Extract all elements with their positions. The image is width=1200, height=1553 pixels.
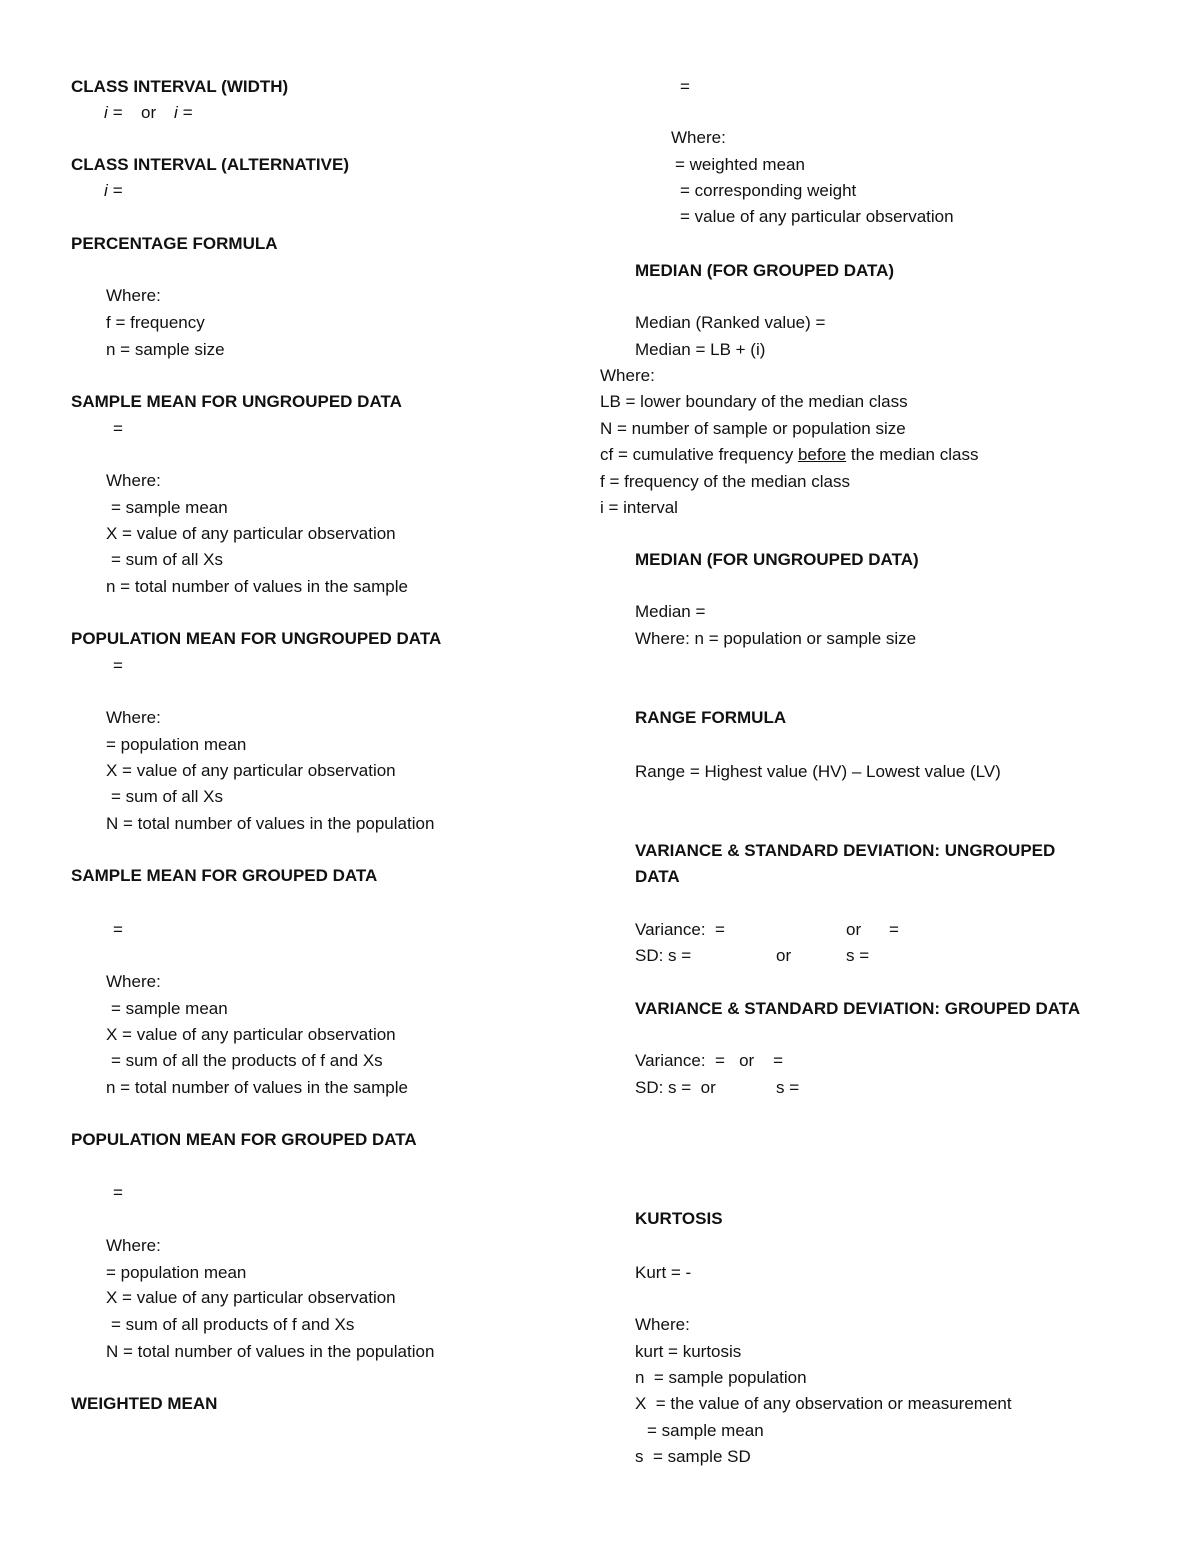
population-mean-ungrouped-heading: POPULATION MEAN FOR UNGROUPED DATA <box>71 629 442 648</box>
population-mean-grouped-l1: = population mean <box>106 1263 247 1282</box>
class-interval-width-formula-b: i = <box>174 103 193 122</box>
kurtosis-where: Where: <box>635 1315 690 1334</box>
kurtosis-heading: KURTOSIS <box>635 1209 723 1228</box>
class-interval-width-or: or <box>141 103 157 122</box>
median-grouped-cf-prefix: cf = cumulative frequency <box>600 445 798 464</box>
population-mean-ungrouped-l4: N = total number of values in the population <box>106 814 435 833</box>
median-grouped-heading: MEDIAN (FOR GROUPED DATA) <box>635 261 895 280</box>
weighted-mean-l1: = weighted mean <box>675 155 805 174</box>
range-heading: RANGE FORMULA <box>635 708 787 727</box>
range-formula: Range = Highest value (HV) – Lowest value (LV) <box>635 762 1001 781</box>
sample-mean-grouped-l3: = sum of all the products of f and Xs <box>111 1051 383 1070</box>
variance-grouped-sd-b: s = <box>776 1078 800 1097</box>
percentage-n: n = sample size <box>106 340 225 359</box>
population-mean-grouped-formula: = <box>113 1183 123 1202</box>
variance-grouped-heading: VARIANCE & STANDARD DEVIATION: GROUPED DATA <box>635 999 1081 1018</box>
variance-ungrouped-heading-1: VARIANCE & STANDARD DEVIATION: UNGROUPED <box>635 841 1056 860</box>
percentage-heading: PERCENTAGE FORMULA <box>71 234 278 253</box>
population-mean-grouped-l4: N = total number of values in the population <box>106 1342 435 1361</box>
kurtosis-l1: kurt = kurtosis <box>635 1342 742 1361</box>
variance-grouped-var: Variance: = or = <box>635 1051 784 1070</box>
class-interval-width-heading: CLASS INTERVAL (WIDTH) <box>71 77 289 96</box>
variance-ungrouped-sd-label: SD: s = <box>635 946 692 965</box>
weighted-mean-heading: WEIGHTED MEAN <box>71 1394 218 1413</box>
kurtosis-formula: Kurt = - <box>635 1263 692 1282</box>
sample-mean-grouped-l1: = sample mean <box>111 999 228 1018</box>
variance-ungrouped-var-or: or <box>846 920 862 939</box>
variance-ungrouped-sd-or: or <box>776 946 792 965</box>
class-interval-alt-formula: i = <box>104 181 123 200</box>
median-ungrouped-heading: MEDIAN (FOR UNGROUPED DATA) <box>635 550 919 569</box>
variance-ungrouped-heading-2: DATA <box>635 867 680 886</box>
variance-ungrouped-var-eq: = <box>889 920 899 939</box>
population-mean-ungrouped-l1: = population mean <box>106 735 247 754</box>
median-grouped-i: i = interval <box>600 498 678 517</box>
sample-mean-ungrouped-heading: SAMPLE MEAN FOR UNGROUPED DATA <box>71 392 402 411</box>
sample-mean-grouped-l2: X = value of any particular observation <box>106 1025 396 1044</box>
kurtosis-l2: n = sample population <box>635 1368 807 1387</box>
median-grouped-where: Where: <box>600 366 655 385</box>
median-ungrouped-formula: Median = <box>635 602 706 621</box>
median-grouped-cf <box>600 445 978 465</box>
population-mean-grouped-heading: POPULATION MEAN FOR GROUPED DATA <box>71 1130 417 1149</box>
sample-mean-ungrouped-l3: = sum of all Xs <box>111 550 223 569</box>
weighted-mean-l3: = value of any particular observation <box>680 207 954 226</box>
sample-mean-ungrouped-l2: X = value of any particular observation <box>106 524 396 543</box>
sample-mean-grouped-heading: SAMPLE MEAN FOR GROUPED DATA <box>71 866 378 885</box>
sample-mean-ungrouped-l4: n = total number of values in the sample <box>106 577 408 596</box>
weighted-mean-formula: = <box>680 77 690 96</box>
sample-mean-grouped-l4: n = total number of values in the sample <box>106 1078 408 1097</box>
population-mean-ungrouped-l3: = sum of all Xs <box>111 787 223 806</box>
population-mean-grouped-where: Where: <box>106 1236 161 1255</box>
population-mean-ungrouped-l2: X = value of any particular observation <box>106 761 396 780</box>
sample-mean-ungrouped-where: Where: <box>106 471 161 490</box>
sample-mean-grouped-where: Where: <box>106 972 161 991</box>
median-grouped-cf-underline: before <box>797 445 847 464</box>
population-mean-ungrouped-where: Where: <box>106 708 161 727</box>
median-grouped-f: f = frequency of the median class <box>600 472 850 491</box>
sample-mean-grouped-formula: = <box>113 920 123 939</box>
percentage-where: Where: <box>106 286 161 305</box>
kurtosis-l3: X = the value of any observation or measurement <box>635 1394 1012 1413</box>
variance-grouped-sd-a: SD: s = or <box>635 1078 716 1097</box>
sample-mean-ungrouped-formula: = <box>113 419 123 438</box>
variance-ungrouped-sd-eq: s = <box>846 946 870 965</box>
median-grouped-lb: LB = lower boundary of the median class <box>600 392 908 411</box>
variance-ungrouped-var-label: Variance: = <box>635 920 725 939</box>
median-grouped-ranked: Median (Ranked value) = <box>635 313 826 332</box>
median-ungrouped-where: Where: n = population or sample size <box>635 629 917 648</box>
sample-mean-ungrouped-l1: = sample mean <box>111 498 228 517</box>
population-mean-ungrouped-formula: = <box>113 656 123 675</box>
weighted-mean-l2: = corresponding weight <box>680 181 857 200</box>
kurtosis-l4: = sample mean <box>647 1421 764 1440</box>
median-grouped-formula: Median = LB + (i) <box>635 340 766 359</box>
class-interval-width-formula-a: i = <box>104 103 123 122</box>
population-mean-grouped-l3: = sum of all products of f and Xs <box>111 1315 355 1334</box>
median-grouped-n: N = number of sample or population size <box>600 419 906 438</box>
class-interval-alt-heading: CLASS INTERVAL (ALTERNATIVE) <box>71 155 349 174</box>
population-mean-grouped-l2: X = value of any particular observation <box>106 1288 396 1307</box>
percentage-f: f = frequency <box>106 313 205 332</box>
median-grouped-cf-suffix: the median class <box>846 445 979 464</box>
kurtosis-l5: s = sample SD <box>635 1447 751 1466</box>
weighted-mean-where: Where: <box>671 128 726 147</box>
